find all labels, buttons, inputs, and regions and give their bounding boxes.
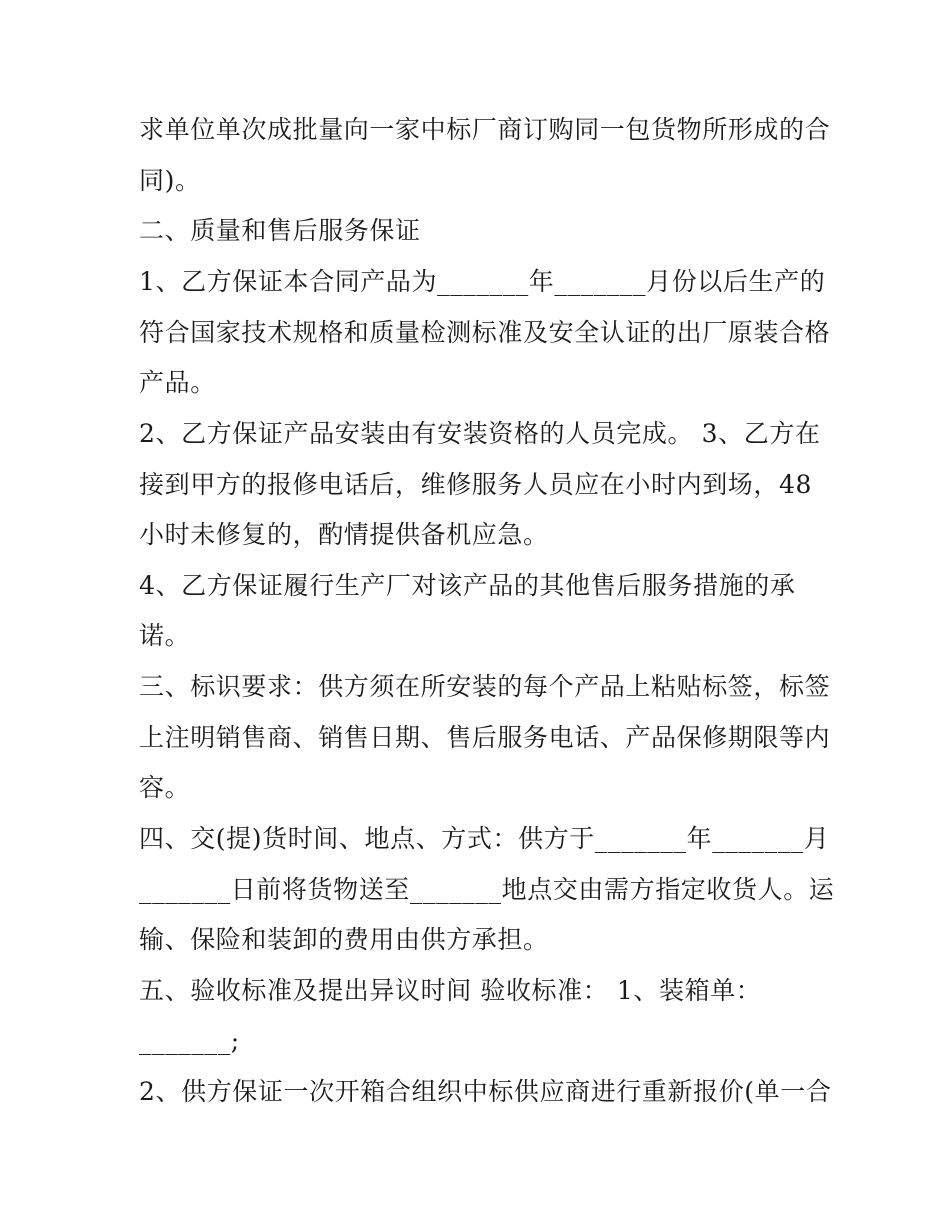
section-heading-labeling: 三、标识要求：供方须在所安装的每个产品上粘贴标签，标签	[139, 672, 831, 701]
text-line-16: _______日前将货物送至_______地点交由需方指定收货人。运	[139, 875, 835, 904]
text-line-9: 小时未修复的，酌情提供备机应急。	[139, 520, 549, 549]
text-line-20: 2、供方保证一次开箱合组织中标供应商进行重新报价(单一合	[139, 1077, 832, 1106]
text-line-17: 输、保险和装卸的费用由供方承担。	[139, 925, 549, 954]
text-line-7: 2、乙方保证产品安装由有安装资格的人员完成。 3、乙方在	[139, 419, 821, 448]
text-line-14: 容。	[139, 773, 191, 802]
text-line-13: 上注明销售商、销售日期、售后服务电话、产品保修期限等内	[139, 723, 831, 752]
text-line-6: 产品。	[139, 368, 216, 397]
text-line-10: 4、乙方保证履行生产厂对该产品的其他售后服务措施的承	[139, 571, 796, 600]
text-line-5: 符合国家技术规格和质量检测标准及安全认证的出厂原装合格	[139, 318, 831, 347]
text-line-8: 接到甲方的报修电话后，维修服务人员应在小时内到场，48	[139, 470, 813, 499]
text-line-19: _______;	[139, 1026, 240, 1055]
section-heading-quality: 二、质量和售后服务保证	[139, 216, 421, 245]
text-line-11: 诺。	[139, 621, 191, 650]
text-line-2: 同)。	[139, 166, 201, 195]
text-line-1: 求单位单次成批量向一家中标厂商订购同一包货物所形成的合	[139, 115, 831, 144]
text-line-4: 1、乙方保证本合同产品为_______年_______月份以后生产的	[139, 267, 826, 296]
section-heading-acceptance: 五、验收标准及提出异议时间 验收标准： 1、装箱单：	[139, 976, 762, 1005]
section-heading-delivery: 四、交(提)货时间、地点、方式：供方于_______年_______月	[139, 824, 830, 853]
